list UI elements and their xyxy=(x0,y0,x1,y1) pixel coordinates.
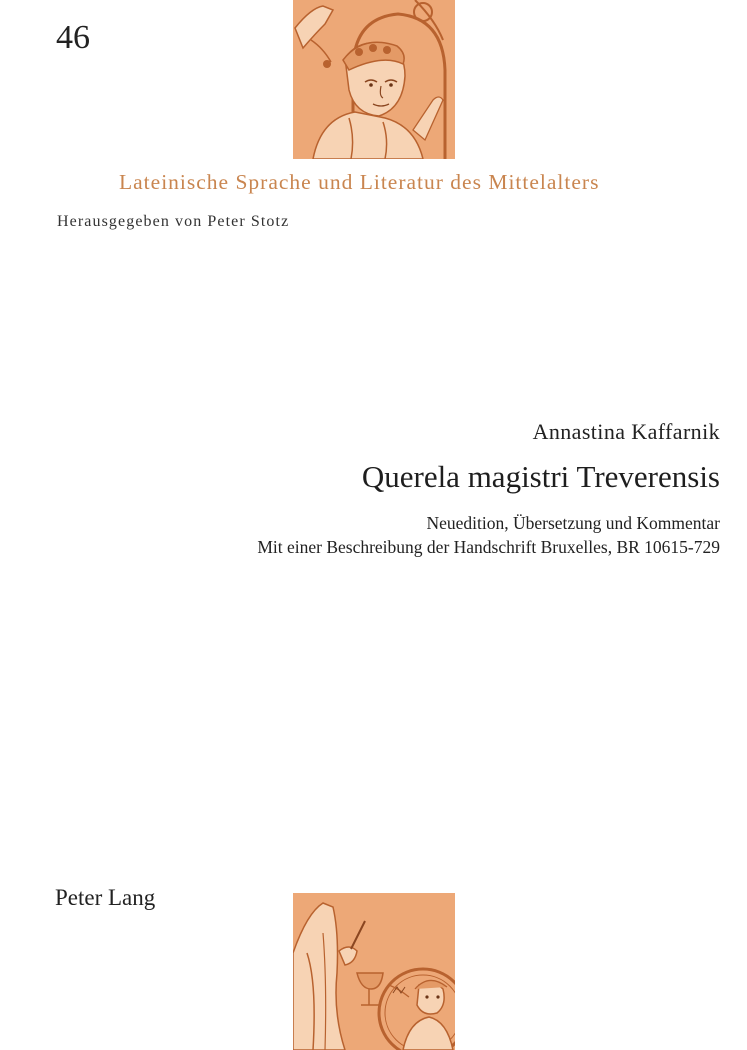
manuscript-illustration-top xyxy=(293,0,455,159)
publisher-name: Peter Lang xyxy=(55,885,156,910)
series-title: Lateinische Sprache und Literatur des Mittelalters xyxy=(119,170,600,194)
author-name: Annastina Kaffarnik xyxy=(532,419,720,444)
book-title: Querela magistri Treverensis xyxy=(361,459,720,494)
subtitle-line: Neuedition, Übersetzung und Kommentar xyxy=(426,513,720,533)
subtitle-line: Mit einer Beschreibung der Handschrift Bruxelles, BR 10615-729 xyxy=(257,537,720,557)
series-volume-number: 46 xyxy=(56,19,90,56)
manuscript-illustration-bottom xyxy=(293,893,455,1050)
series-editor: Herausgegeben von Peter Stotz xyxy=(57,213,290,230)
